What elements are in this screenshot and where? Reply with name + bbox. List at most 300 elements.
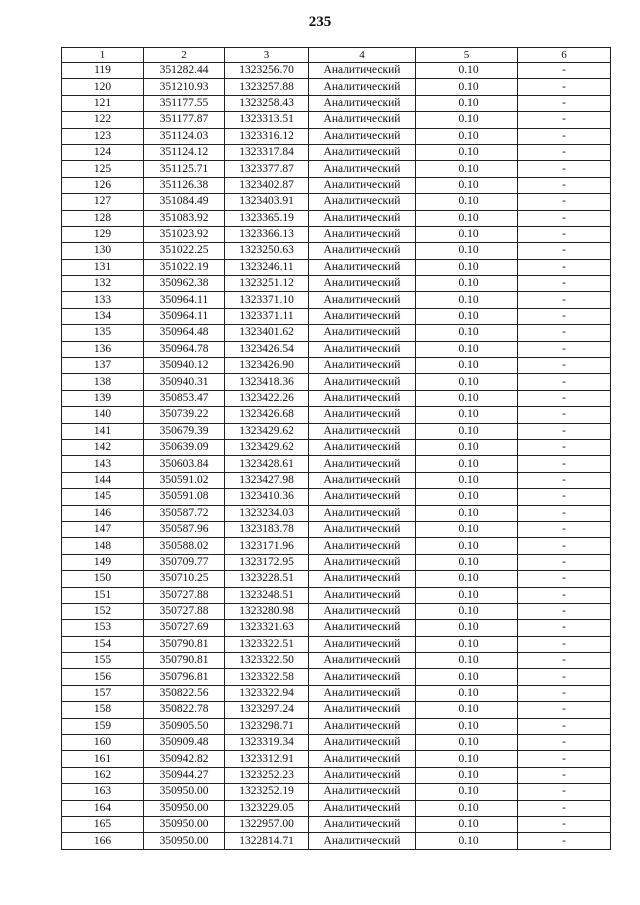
- table-cell: 133: [62, 292, 144, 308]
- table-cell: 350940.31: [144, 374, 225, 390]
- table-row: [62, 456, 611, 472]
- table-cell: -: [518, 144, 611, 160]
- table-cell: -: [518, 489, 611, 505]
- table-cell: 120: [62, 79, 144, 95]
- table-row: [62, 259, 611, 275]
- table-cell: 350790.81: [144, 653, 225, 669]
- table-cell: -: [518, 636, 611, 652]
- table-cell: -: [518, 112, 611, 128]
- table-cell: 137: [62, 358, 144, 374]
- table-row: [62, 521, 611, 537]
- table-cell: 350944.27: [144, 767, 225, 783]
- header-cell: 2: [144, 48, 225, 63]
- table-cell: 1323427.98: [225, 472, 309, 488]
- table-row: [62, 538, 611, 554]
- table-cell: -: [518, 439, 611, 455]
- table-cell: -: [518, 259, 611, 275]
- table-row: [62, 374, 611, 390]
- table-cell: Аналитический: [309, 751, 416, 767]
- table-cell: 0.10: [416, 800, 518, 816]
- table-cell: 0.10: [416, 390, 518, 406]
- table-cell: 0.10: [416, 685, 518, 701]
- header-cell: 5: [416, 48, 518, 63]
- table-cell: 1323256.70: [225, 63, 309, 79]
- table-cell: Аналитический: [309, 735, 416, 751]
- table-cell: Аналитический: [309, 407, 416, 423]
- table-cell: 151: [62, 587, 144, 603]
- table-cell: 350822.56: [144, 685, 225, 701]
- table-cell: 1323257.88: [225, 79, 309, 95]
- table-cell: -: [518, 79, 611, 95]
- table-cell: Аналитический: [309, 243, 416, 259]
- table-cell: 0.10: [416, 144, 518, 160]
- table-cell: 1323252.19: [225, 784, 309, 800]
- table-cell: 0.10: [416, 63, 518, 79]
- table-cell: 350942.82: [144, 751, 225, 767]
- table-cell: -: [518, 243, 611, 259]
- table-cell: 163: [62, 784, 144, 800]
- table-cell: 145: [62, 489, 144, 505]
- table-cell: 162: [62, 767, 144, 783]
- table-row: [62, 341, 611, 357]
- table-cell: Аналитический: [309, 538, 416, 554]
- table-cell: 1323228.51: [225, 571, 309, 587]
- table-cell: 350739.22: [144, 407, 225, 423]
- table-cell: -: [518, 603, 611, 619]
- table-cell: 0.10: [416, 620, 518, 636]
- table-cell: 0.10: [416, 538, 518, 554]
- table-cell: 159: [62, 718, 144, 734]
- table-cell: Аналитический: [309, 144, 416, 160]
- table-cell: 350905.50: [144, 718, 225, 734]
- table-cell: 351124.12: [144, 144, 225, 160]
- table-cell: 350950.00: [144, 833, 225, 849]
- table-cell: 350588.02: [144, 538, 225, 554]
- table-cell: 1323426.54: [225, 341, 309, 357]
- table-cell: Аналитический: [309, 685, 416, 701]
- table-cell: 0.10: [416, 489, 518, 505]
- table-cell: Аналитический: [309, 79, 416, 95]
- table-row: [62, 653, 611, 669]
- table-cell: 0.10: [416, 702, 518, 718]
- table-cell: 351177.87: [144, 112, 225, 128]
- table-cell: 1323250.63: [225, 243, 309, 259]
- table-cell: 166: [62, 833, 144, 849]
- table-cell: -: [518, 456, 611, 472]
- table-cell: 152: [62, 603, 144, 619]
- table-cell: -: [518, 554, 611, 570]
- table-cell: 350950.00: [144, 800, 225, 816]
- table-cell: 121: [62, 95, 144, 111]
- table-cell: Аналитический: [309, 374, 416, 390]
- table-cell: 1323429.62: [225, 423, 309, 439]
- table-cell: 350727.88: [144, 603, 225, 619]
- table-cell: Аналитический: [309, 571, 416, 587]
- page-number: 235: [308, 14, 332, 30]
- table-cell: -: [518, 177, 611, 193]
- table-cell: -: [518, 161, 611, 177]
- table-cell: 1323252.23: [225, 767, 309, 783]
- table-cell: 146: [62, 505, 144, 521]
- table-cell: -: [518, 472, 611, 488]
- table-cell: 155: [62, 653, 144, 669]
- table-row: [62, 489, 611, 505]
- table-cell: 124: [62, 144, 144, 160]
- table-cell: -: [518, 226, 611, 242]
- header-cell: 6: [518, 48, 611, 63]
- table-row: [62, 79, 611, 95]
- table-cell: 351084.49: [144, 194, 225, 210]
- table-cell: -: [518, 308, 611, 324]
- table-cell: -: [518, 816, 611, 832]
- table-cell: 0.10: [416, 177, 518, 193]
- table-cell: Аналитический: [309, 636, 416, 652]
- table-row: [62, 243, 611, 259]
- header-cell: 3: [225, 48, 309, 63]
- table-cell: -: [518, 767, 611, 783]
- table-cell: 0.10: [416, 358, 518, 374]
- table-cell: 350796.81: [144, 669, 225, 685]
- table-cell: 158: [62, 702, 144, 718]
- table-cell: 143: [62, 456, 144, 472]
- table-cell: -: [518, 128, 611, 144]
- table-cell: 140: [62, 407, 144, 423]
- table-cell: 130: [62, 243, 144, 259]
- table-cell: 165: [62, 816, 144, 832]
- table-cell: 350603.84: [144, 456, 225, 472]
- table-row: [62, 816, 611, 832]
- table-cell: 125: [62, 161, 144, 177]
- table-cell: Аналитический: [309, 767, 416, 783]
- table-cell: 350909.48: [144, 735, 225, 751]
- table-cell: 0.10: [416, 472, 518, 488]
- table-cell: -: [518, 95, 611, 111]
- table-cell: 144: [62, 472, 144, 488]
- table-cell: 156: [62, 669, 144, 685]
- table-cell: 350822.78: [144, 702, 225, 718]
- table-cell: 1323426.68: [225, 407, 309, 423]
- table-cell: 0.10: [416, 95, 518, 111]
- table-row: [62, 407, 611, 423]
- table-row: [62, 587, 611, 603]
- table-cell: 351210.93: [144, 79, 225, 95]
- table-row: [62, 767, 611, 783]
- table-cell: 0.10: [416, 636, 518, 652]
- table-row: [62, 636, 611, 652]
- table-cell: -: [518, 390, 611, 406]
- table-cell: 0.10: [416, 325, 518, 341]
- table-cell: 1323312.91: [225, 751, 309, 767]
- table-cell: 1323426.90: [225, 358, 309, 374]
- table-cell: 351282.44: [144, 63, 225, 79]
- table-row: [62, 161, 611, 177]
- table-cell: 122: [62, 112, 144, 128]
- table-cell: 0.10: [416, 767, 518, 783]
- table-cell: 0.10: [416, 751, 518, 767]
- table-cell: Аналитический: [309, 226, 416, 242]
- table-cell: Аналитический: [309, 718, 416, 734]
- table-cell: Аналитический: [309, 603, 416, 619]
- table-cell: 1323371.10: [225, 292, 309, 308]
- table-cell: 0.10: [416, 308, 518, 324]
- table-cell: 157: [62, 685, 144, 701]
- table-cell: 0.10: [416, 128, 518, 144]
- table-cell: 150: [62, 571, 144, 587]
- table-cell: 1323229.05: [225, 800, 309, 816]
- table-cell: 1323321.63: [225, 620, 309, 636]
- table-cell: 350591.08: [144, 489, 225, 505]
- table-row: [62, 571, 611, 587]
- table-cell: 0.10: [416, 210, 518, 226]
- table-cell: 0.10: [416, 816, 518, 832]
- table-cell: Аналитический: [309, 472, 416, 488]
- table-cell: 0.10: [416, 603, 518, 619]
- table-cell: Аналитический: [309, 95, 416, 111]
- table-cell: 350950.00: [144, 784, 225, 800]
- table-header: [62, 48, 611, 63]
- table-cell: -: [518, 210, 611, 226]
- table-cell: 350710.25: [144, 571, 225, 587]
- table-cell: Аналитический: [309, 489, 416, 505]
- table-row: [62, 505, 611, 521]
- table-cell: 0.10: [416, 276, 518, 292]
- table-cell: -: [518, 669, 611, 685]
- table-cell: 350940.12: [144, 358, 225, 374]
- table-cell: Аналитический: [309, 259, 416, 275]
- table-cell: Аналитический: [309, 161, 416, 177]
- table-cell: Аналитический: [309, 276, 416, 292]
- table-cell: 0.10: [416, 79, 518, 95]
- header-cell: 1: [62, 48, 144, 63]
- table-cell: 0.10: [416, 259, 518, 275]
- table-cell: Аналитический: [309, 521, 416, 537]
- table-row: [62, 800, 611, 816]
- table-cell: Аналитический: [309, 358, 416, 374]
- table-cell: Аналитический: [309, 210, 416, 226]
- table-row: [62, 751, 611, 767]
- table-row: [62, 620, 611, 636]
- coordinates-table: [61, 47, 611, 850]
- table-cell: 350709.77: [144, 554, 225, 570]
- table-cell: Аналитический: [309, 554, 416, 570]
- table-cell: 126: [62, 177, 144, 193]
- table-cell: 1323371.11: [225, 308, 309, 324]
- table-row: [62, 669, 611, 685]
- table-cell: -: [518, 276, 611, 292]
- table-cell: 1323365.19: [225, 210, 309, 226]
- table-cell: 350587.96: [144, 521, 225, 537]
- table-cell: 350591.02: [144, 472, 225, 488]
- table-cell: 351124.03: [144, 128, 225, 144]
- table-cell: Аналитический: [309, 669, 416, 685]
- table-cell: 134: [62, 308, 144, 324]
- table-cell: 1323280.98: [225, 603, 309, 619]
- table-row: [62, 472, 611, 488]
- table-cell: -: [518, 292, 611, 308]
- table-cell: 350950.00: [144, 816, 225, 832]
- table-cell: 1323322.51: [225, 636, 309, 652]
- table-cell: 1323297.24: [225, 702, 309, 718]
- table-cell: 1323183.78: [225, 521, 309, 537]
- table-cell: Аналитический: [309, 833, 416, 849]
- table-cell: 0.10: [416, 669, 518, 685]
- table-cell: 1323171.96: [225, 538, 309, 554]
- table-cell: 350964.48: [144, 325, 225, 341]
- table-cell: 129: [62, 226, 144, 242]
- table-cell: 350853.47: [144, 390, 225, 406]
- table-cell: 0.10: [416, 505, 518, 521]
- table-cell: Аналитический: [309, 505, 416, 521]
- table-cell: 350790.81: [144, 636, 225, 652]
- table-cell: Аналитический: [309, 63, 416, 79]
- table-cell: 1323317.84: [225, 144, 309, 160]
- table-cell: 0.10: [416, 833, 518, 849]
- table-cell: 350964.11: [144, 308, 225, 324]
- table-cell: 1323418.36: [225, 374, 309, 390]
- table-cell: 0.10: [416, 226, 518, 242]
- table-cell: -: [518, 587, 611, 603]
- table-cell: 142: [62, 439, 144, 455]
- table-cell: Аналитический: [309, 325, 416, 341]
- table-cell: -: [518, 538, 611, 554]
- table-cell: 0.10: [416, 341, 518, 357]
- table-cell: Аналитический: [309, 177, 416, 193]
- table-cell: Аналитический: [309, 439, 416, 455]
- table-cell: -: [518, 571, 611, 587]
- header-row: [62, 48, 611, 63]
- table-row: [62, 112, 611, 128]
- table-cell: 0.10: [416, 292, 518, 308]
- table-cell: 1322814.71: [225, 833, 309, 849]
- table-cell: 0.10: [416, 194, 518, 210]
- table-row: [62, 177, 611, 193]
- table-cell: 1323403.91: [225, 194, 309, 210]
- table-cell: 0.10: [416, 161, 518, 177]
- table-cell: 139: [62, 390, 144, 406]
- table-cell: 123: [62, 128, 144, 144]
- table-cell: Аналитический: [309, 653, 416, 669]
- table-cell: -: [518, 521, 611, 537]
- table-cell: 1322957.00: [225, 816, 309, 832]
- table-cell: 350639.09: [144, 439, 225, 455]
- table-body: [62, 63, 611, 850]
- table-cell: Аналитический: [309, 423, 416, 439]
- table-cell: -: [518, 374, 611, 390]
- table-cell: 1323366.13: [225, 226, 309, 242]
- table-cell: -: [518, 784, 611, 800]
- table-cell: -: [518, 505, 611, 521]
- table-cell: 1323319.34: [225, 735, 309, 751]
- table-cell: Аналитический: [309, 194, 416, 210]
- table-cell: 1323377.87: [225, 161, 309, 177]
- table-row: [62, 439, 611, 455]
- table-cell: Аналитический: [309, 292, 416, 308]
- table-cell: -: [518, 194, 611, 210]
- table-cell: 350964.78: [144, 341, 225, 357]
- table-cell: 0.10: [416, 439, 518, 455]
- table-cell: Аналитический: [309, 456, 416, 472]
- table-row: [62, 358, 611, 374]
- table-row: [62, 735, 611, 751]
- table-cell: 127: [62, 194, 144, 210]
- table-cell: 0.10: [416, 735, 518, 751]
- table-cell: -: [518, 751, 611, 767]
- table-cell: -: [518, 653, 611, 669]
- table-cell: 1323234.03: [225, 505, 309, 521]
- table-row: [62, 226, 611, 242]
- table-cell: 0.10: [416, 112, 518, 128]
- table-row: [62, 554, 611, 570]
- table-row: [62, 95, 611, 111]
- table-cell: Аналитический: [309, 112, 416, 128]
- table-cell: -: [518, 735, 611, 751]
- table-cell: 0.10: [416, 374, 518, 390]
- table-cell: -: [518, 702, 611, 718]
- table-cell: 0.10: [416, 456, 518, 472]
- table-cell: -: [518, 718, 611, 734]
- table-cell: 1323428.61: [225, 456, 309, 472]
- table-cell: 131: [62, 259, 144, 275]
- table-cell: 350727.69: [144, 620, 225, 636]
- table-cell: 0.10: [416, 423, 518, 439]
- table-cell: Аналитический: [309, 128, 416, 144]
- table-cell: 148: [62, 538, 144, 554]
- table-cell: Аналитический: [309, 620, 416, 636]
- table-cell: 1323322.94: [225, 685, 309, 701]
- table-cell: Аналитический: [309, 587, 416, 603]
- table-cell: 164: [62, 800, 144, 816]
- table-row: [62, 685, 611, 701]
- table-row: [62, 325, 611, 341]
- table-row: [62, 423, 611, 439]
- table-cell: 1323410.36: [225, 489, 309, 505]
- table-cell: Аналитический: [309, 816, 416, 832]
- table-cell: 350962.38: [144, 276, 225, 292]
- table-row: [62, 128, 611, 144]
- table-cell: -: [518, 833, 611, 849]
- table-cell: 154: [62, 636, 144, 652]
- table-cell: Аналитический: [309, 390, 416, 406]
- table-cell: Аналитический: [309, 784, 416, 800]
- table-cell: 160: [62, 735, 144, 751]
- table-cell: 0.10: [416, 587, 518, 603]
- table-row: [62, 833, 611, 849]
- table-cell: 141: [62, 423, 144, 439]
- table-cell: 0.10: [416, 784, 518, 800]
- table-cell: 1323248.51: [225, 587, 309, 603]
- table-cell: -: [518, 341, 611, 357]
- table-cell: 351177.55: [144, 95, 225, 111]
- table-cell: 350964.11: [144, 292, 225, 308]
- table-row: [62, 784, 611, 800]
- table-cell: Аналитический: [309, 341, 416, 357]
- table-cell: 1323316.12: [225, 128, 309, 144]
- table-cell: 351126.38: [144, 177, 225, 193]
- table-cell: 0.10: [416, 571, 518, 587]
- table-cell: 351125.71: [144, 161, 225, 177]
- table-cell: 1323251.12: [225, 276, 309, 292]
- table-cell: 1323313.51: [225, 112, 309, 128]
- table-row: [62, 194, 611, 210]
- table-row: [62, 718, 611, 734]
- table-cell: 0.10: [416, 407, 518, 423]
- table-cell: 351022.25: [144, 243, 225, 259]
- table-row: [62, 63, 611, 79]
- table-cell: 351083.92: [144, 210, 225, 226]
- table-cell: 136: [62, 341, 144, 357]
- table-cell: 351022.19: [144, 259, 225, 275]
- table-cell: 351023.92: [144, 226, 225, 242]
